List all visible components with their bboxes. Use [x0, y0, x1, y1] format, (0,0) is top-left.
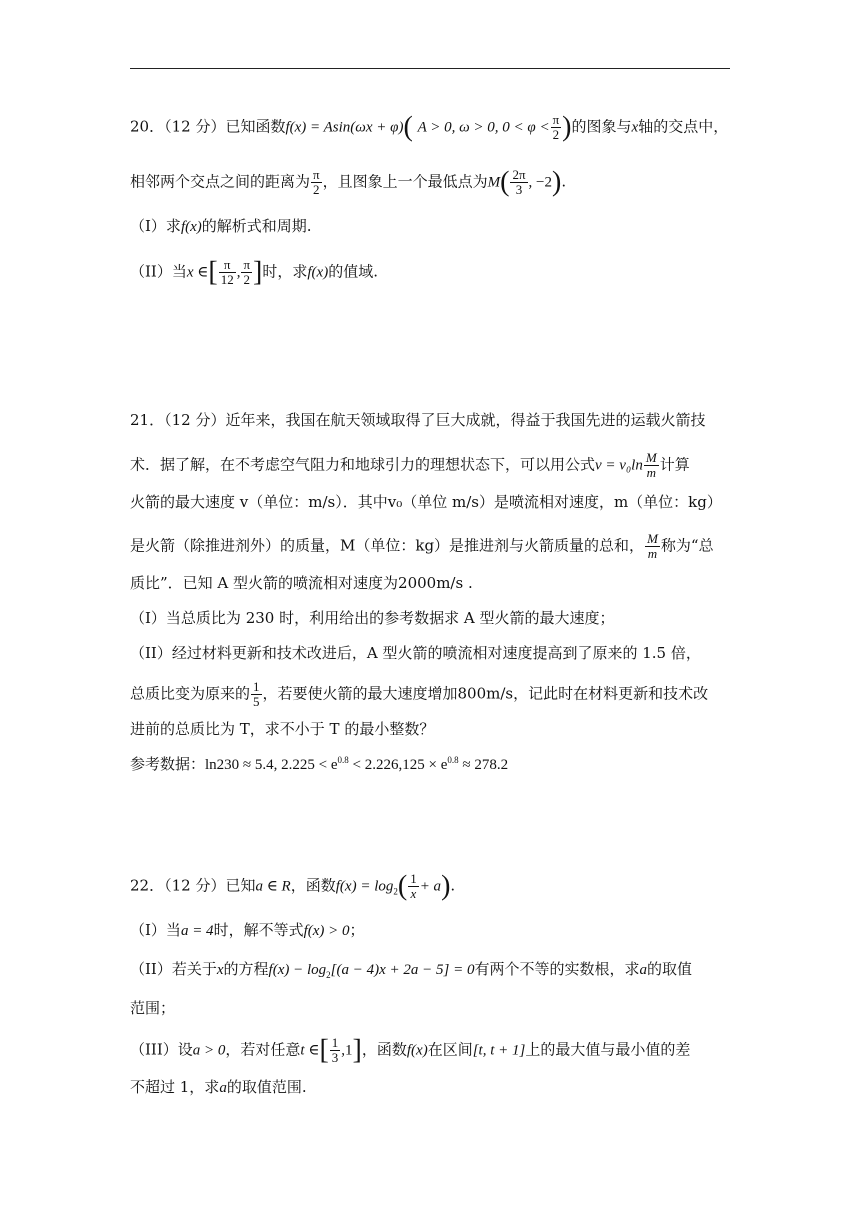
- q21-line5: 质比”．已知 A 型火箭的喷流相对速度为2000m/s .: [130, 574, 473, 592]
- q21-part2: （II）经过材料更新和技术改进后，A 型火箭的喷流相对速度提高到了原来的 1.5 倍，: [130, 644, 701, 662]
- q22-part2: （II）若关于x的方程$f(x) - \log_2[(a - 4)x + 2a - 5] = 0$有两个不等的实数根，求a的取值: [130, 960, 692, 980]
- header-rule: [130, 68, 730, 69]
- q21-line2: 术．据了解，在不考虑空气阻力和地球引力的理想状态下，可以用公式v = v₀ln $\frac{M}{m}$ 计算: [130, 450, 690, 480]
- q20-part2: （II）当x ∈[ $\frac{\pi}{12}$ , $\frac{\pi}{2}$ ]时，求f(x)的值域.: [130, 256, 378, 288]
- q22-line1: 22．（12 分）已知a ∈ R，函数$f(x) = \log_2$( $\frac{1}{x}$ + a).: [130, 870, 456, 902]
- q22-part3-cont: 不超过 1，求a的取值范围.: [130, 1078, 307, 1096]
- q21-reference: 参考数据：ln230 ≈ 5.4, $2.225 < e^{0.8} < 2.226,125 \times e^{0.8} \approx 278.2$: [130, 755, 509, 773]
- q22-part3: （III）设a > 0，若对任意t ∈[ $\frac{1}{3}$ ,1]，函数f(x)在区间[t, t + 1]上的最大值与最小值的差: [130, 1034, 691, 1066]
- q21-line4: 是火箭（除推进剂外）的质量，M（单位：kg）是推进剂与火箭质量的总和， $\frac{M}{m}$ 称为“总: [130, 531, 714, 561]
- q20-part1: （I）求f(x)的解析式和周期.: [130, 217, 312, 235]
- q21-part1: （I）当总质比为 230 时，利用给出的参考数据求 A 型火箭的最大速度；: [130, 609, 615, 627]
- q20-line2: 相邻两个交点之间的距离为 $\frac{\pi}{2}$ ，且图象上一个最低点为M( $\frac{2\pi}{3}$ , −2).: [130, 166, 567, 198]
- q21-line9: 进前的总质比为 T，求不小于 T 的最小整数？: [130, 720, 435, 738]
- q22-part1: （I）当a = 4时，解不等式f(x) > 0；: [130, 921, 365, 939]
- q21-line8: 总质比变为原来的 $\frac{1}{5}$ ，若要使火箭的最大速度增加800m/s，记此时在材料更新和技术改: [130, 679, 709, 709]
- q21-line1: 21．（12 分）近年来，我国在航天领域取得了巨大成就，得益于我国先进的运载火箭技: [130, 411, 706, 429]
- q22-part2-cont: 范围；: [130, 999, 176, 1017]
- q20-line1: 20．（12 分）已知函数f(x) = Asin(ωx + φ)( A > 0, ω > 0, 0 < φ < $\frac{\pi}{2}$ )的图象与x轴的交点中，: [130, 111, 729, 143]
- q21-line3: 火箭的最大速度 v（单位：m/s）．其中v₀（单位 m/s）是喷流相对速度，m（单位：kg）: [130, 493, 722, 511]
